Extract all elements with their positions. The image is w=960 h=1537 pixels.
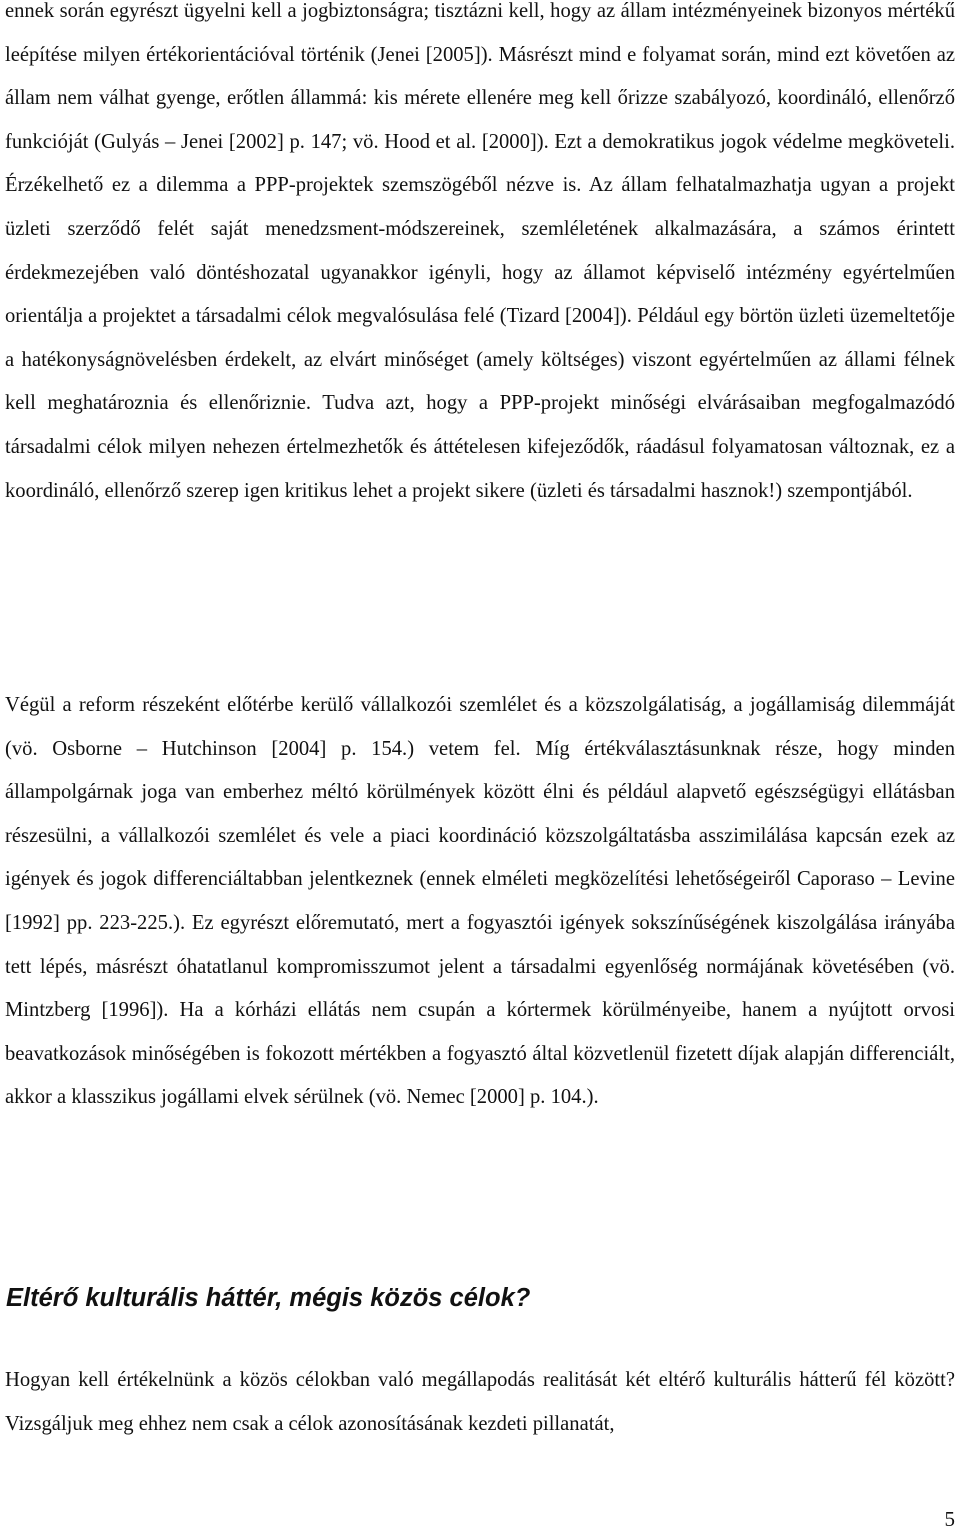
page-number: 5 bbox=[944, 1507, 955, 1531]
body-paragraph-1: ennek során egyrészt ügyelni kell a jogbiztonságra; tisztázni kell, hogy az állam intézményeinek bizonyos mértékű leépítése milyen értékorientációval történik (Jenei [2005]). Másrészt mind e folyamat során, mind ezt követően az állam nem válhat gyenge, erőtlen állammá: kis mérete ellenére meg kell őrizze szabályozó, koordináló, ellenőrző funkcióját (Gulyás – Jenei [2002] p. 147; vö. Hood et al. [2000]). Ezt a demokratikus jogok védelme megköveteli. Érzékelhető ez a dilemma a PPP-projektek szemszögéből nézve is. Az állam felhatalmazhatja ugyan a projekt üzleti szerződő felét saját menedzsment-módszereinek, szemléletének alkalmazására, a számos érintett érdekmezejében való döntéshozatal ugyanakkor igényli, hogy az államot képviselő intézmény egyértelműen orientálja a projektet a társadalmi célok megvalósulása felé (Tizard [2004]). Például egy börtön üzleti üzemeltetője a hatékonyságnövelésben érdekelt, az elvárt minőséget (amely költséges) viszont egyértelműen az állami félnek kell meghatároznia és ellenőriznie. Tudva azt, hogy a PPP-projekt minőségi elvárásaiban megfogalmazódó társadalmi célok milyen nehezen értelmezhetők és áttételesen kifejeződők, ráadásul folyamatosan változnak, ez a koordináló, ellenőrző szerep igen kritikus lehet a projekt sikere (üzleti és társadalmi hasznok!) szempontjából. bbox=[5, 0, 955, 502]
section-heading: Eltérő kulturális háttér, mégis közös célok? bbox=[6, 1284, 531, 1312]
body-paragraph-3: Hogyan kell értékelnünk a közös célokban való megállapodás realitását két eltérő kulturális hátterű fél között? Vizsgáljuk meg ehhez nem csak a célok azonosításának kezdeti pillanatát, bbox=[5, 1369, 955, 1435]
body-paragraph-2: Végül a reform részeként előtérbe kerülő vállalkozói szemlélet és a közszolgálatiság, a jogállamiság dilemmáját (vö. Osborne – Hutchinson [2004] p. 154.) vetem fel. Míg értékválasztásunknak része, hogy minden állampolgárnak joga van emberhez méltó körülmények között élni és például alapvető egészségügyi ellátásban részesülni, a vállalkozói szemlélet és vele a piaci koordináció közszolgáltatásba asszimilálása kapcsán ezek az igények és jogok differenciáltabban jelentkeznek (ennek elméleti megközelítési lehetőségeiről Caporaso – Levine [1992] pp. 223-225.). Ez egyrészt előremutató, mert a fogyasztói igények sokszínűségének kiszolgálása irányába tett lépés, másrészt óhatatlanul kompromisszumot jelent a társadalmi egyenlőség normájának követésében (vö. Mintzberg [1996]). Ha a kórházi ellátás nem csupán a kórtermek körülményeibe, hanem a nyújtott orvosi beavatkozások minőségében is fokozott mértékben a fogyasztó által közvetlenül fizetett díjak alapján differenciált, akkor a klasszikus jogállami elvek sérülnek (vö. Nemec [2000] p. 104.). bbox=[5, 694, 955, 1109]
